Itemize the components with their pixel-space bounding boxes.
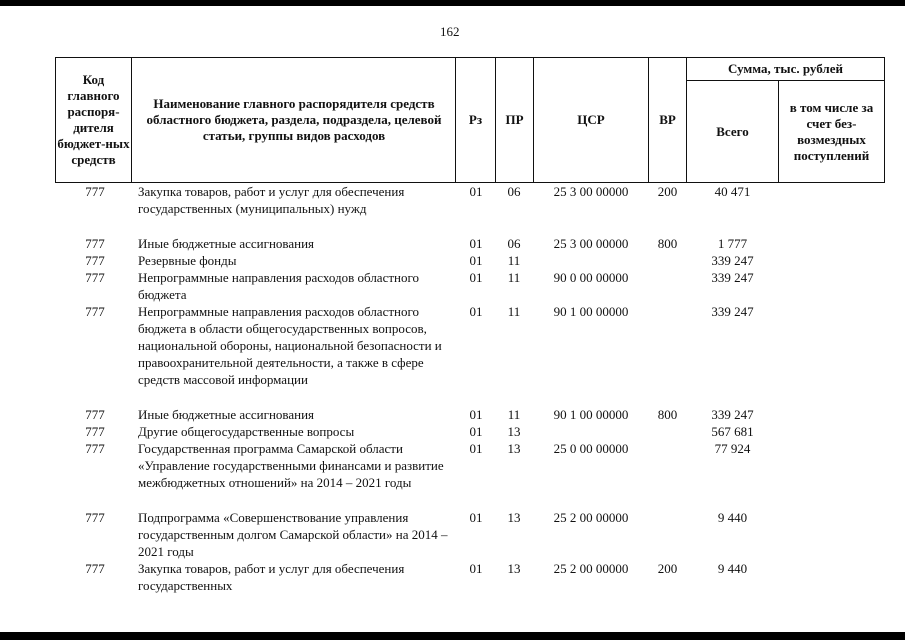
row-pr: 13	[507, 561, 521, 576]
bottom-scan-border	[0, 632, 905, 640]
row-name: Закупка товаров, работ и услуг для обеспечения государственных	[138, 561, 405, 593]
header-rz: Рз	[468, 112, 483, 127]
row-vr: 800	[657, 407, 678, 422]
header-vr: ВР	[659, 112, 676, 127]
row-rz: 01	[469, 441, 483, 456]
row-rz: 01	[469, 424, 483, 439]
row-rz: 01	[469, 184, 483, 199]
row-total: 40 471	[714, 184, 751, 199]
row-name: Непрограммные направления расходов областного бюджета	[138, 270, 419, 302]
row-code: 777	[85, 424, 105, 439]
row-code: 777	[85, 407, 105, 422]
row-code: 777	[85, 184, 105, 199]
page-number: 162	[440, 24, 460, 39]
row-pr: 11	[507, 270, 521, 285]
header-total: Всего	[716, 123, 749, 139]
row-pr: 13	[507, 441, 521, 456]
row-csr: 25 2 00 00000	[553, 561, 629, 576]
header-gratuitous: в том числе за счет без-возмездных поступлений	[789, 99, 874, 163]
row-total: 339 247	[711, 304, 754, 319]
row-code: 777	[85, 561, 105, 576]
row-csr: 25 3 00 00000	[553, 184, 629, 199]
row-pr: 06	[507, 184, 521, 199]
row-total: 9 440	[717, 561, 748, 576]
row-total: 339 247	[711, 270, 754, 285]
header-sum: Сумма, тыс. рублей	[728, 61, 843, 76]
row-name: Подпрограмма «Совершенствование управления государственным долгом Самарской области» на 2014 – 2021 годы	[138, 510, 448, 559]
row-name: Закупка товаров, работ и услуг для обеспечения государственных (муниципальных) нужд	[138, 184, 405, 216]
row-pr: 06	[507, 236, 521, 251]
row-pr: 11	[507, 407, 521, 422]
row-pr: 11	[507, 253, 521, 268]
row-total: 77 924	[714, 441, 751, 456]
row-total: 1 777	[717, 236, 748, 251]
row-rz: 01	[469, 561, 483, 576]
row-rz: 01	[469, 304, 483, 319]
row-code: 777	[85, 270, 105, 285]
row-pr: 11	[507, 304, 521, 319]
row-rz: 01	[469, 407, 483, 422]
row-csr: 25 2 00 00000	[553, 510, 629, 525]
row-code: 777	[85, 441, 105, 456]
header-code: Код главного распоря-дителя бюджет-ных средств	[57, 72, 130, 167]
row-name: Непрограммные направления расходов областного бюджета в области общегосударственных вопросов, национальной обороны, национальной безопасности и правоохранительной деятельности, а также в сфере средств массовой информации	[138, 304, 442, 387]
row-code: 777	[85, 510, 105, 525]
row-total: 567 681	[711, 424, 754, 439]
row-name: Иные бюджетные ассигнования	[138, 407, 315, 422]
row-vr: 800	[657, 236, 678, 251]
row-code: 777	[85, 253, 105, 268]
row-csr: 90 0 00 00000	[553, 270, 629, 285]
row-csr: 90 1 00 00000	[553, 407, 629, 422]
row-pr: 13	[507, 424, 521, 439]
row-name: Иные бюджетные ассигнования	[138, 236, 315, 251]
top-scan-border	[0, 0, 905, 6]
row-name: Резервные фонды	[138, 253, 237, 268]
row-csr: 90 1 00 00000	[553, 304, 629, 319]
header-csr: ЦСР	[577, 112, 605, 127]
row-rz: 01	[469, 236, 483, 251]
row-total: 9 440	[717, 510, 748, 525]
row-name: Другие общегосударственные вопросы	[138, 424, 355, 439]
row-csr: 25 0 00 00000	[553, 441, 629, 456]
row-total: 339 247	[711, 407, 754, 422]
row-rz: 01	[469, 510, 483, 525]
row-vr: 200	[657, 184, 678, 199]
row-name: Государственная программа Самарской области «Управление государственными финансами и развитие межбюджетных отношений» на 2014 – 2021 годы	[138, 441, 444, 490]
row-pr: 13	[507, 510, 521, 525]
row-rz: 01	[469, 270, 483, 285]
row-code: 777	[85, 304, 105, 319]
header-pr: ПР	[505, 112, 524, 127]
row-csr: 25 3 00 00000	[553, 236, 629, 251]
header-name: Наименование главного распорядителя средств областного бюджета, раздела, подраздела, целевой статьи, группы видов расходов	[146, 96, 442, 143]
row-vr: 200	[657, 561, 678, 576]
row-code: 777	[85, 236, 105, 251]
row-total: 339 247	[711, 253, 754, 268]
row-rz: 01	[469, 253, 483, 268]
